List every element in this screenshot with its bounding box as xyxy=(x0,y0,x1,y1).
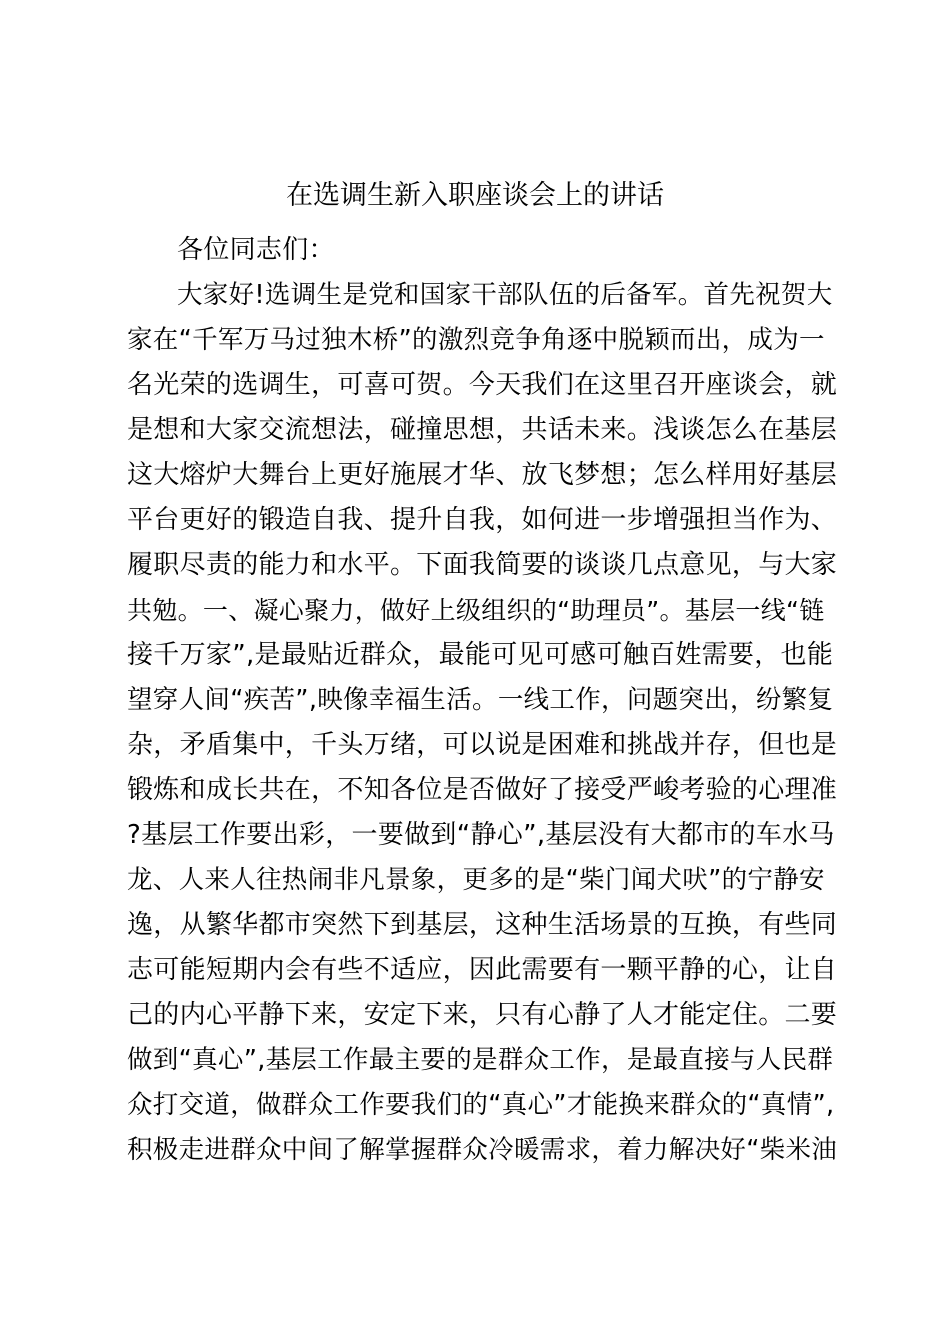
salutation-line: 各位同志们： xyxy=(177,235,335,265)
body-line: ?基层工作要出彩，一要做到“静心”,基层没有大都市的车水马 xyxy=(127,820,835,850)
body-line: 锻炼和成长共在，不知各位是否做好了接受严峻考验的心理准 xyxy=(127,775,838,805)
body-line: 大家好!选调生是党和国家干部队伍的后备军。首先祝贺大 xyxy=(177,280,833,310)
document-body xyxy=(127,228,837,1173)
body-line: 杂，矛盾集中，千头万绪，可以说是困难和挑战并存，但也是 xyxy=(127,730,838,760)
body-line: 共勉。一、凝心聚力，做好上级组织的“助理员”。基层一线“链 xyxy=(127,596,825,625)
document-title: 在选调生新入职座谈会上的讲话 xyxy=(286,180,664,211)
body-line: 做到“真心”,基层工作最主要的是群众工作，是最直接与人民群 xyxy=(127,1045,834,1075)
body-line: 己的内心平静下来，安定下来，只有心静了人才能定住。二要 xyxy=(127,1000,838,1030)
body-line: 名光荣的选调生，可喜可贺。今天我们在这里召开座谈会，就 xyxy=(127,370,838,400)
body-line: 龙、人来人往热闹非凡景象，更多的是“柴门闻犬吠”的宁静安 xyxy=(127,865,825,895)
body-line: 家在“千军万马过独木桥”的激烈竞争角逐中脱颖而出，成为一 xyxy=(127,325,825,355)
body-line: 众打交道，做群众工作要我们的“真心”才能换来群众的“真情”, xyxy=(127,1090,835,1120)
body-line: 积极走进群众中间了解掌握群众冷暖需求，着力解决好“柴米油 xyxy=(127,1135,838,1165)
body-line: 是想和大家交流想法，碰撞思想，共话未来。浅谈怎么在基层 xyxy=(127,415,838,445)
body-line: 接千万家”,是最贴近群众，最能可见可感可触百姓需要，也能 xyxy=(127,640,834,670)
body-line: 平台更好的锻造自我、提升自我，如何进一步增强担当作为、 xyxy=(127,505,838,535)
body-line: 逸，从繁华都市突然下到基层，这种生活场景的互换，有些同 xyxy=(127,910,838,940)
body-line: 志可能短期内会有些不适应，因此需要有一颗平静的心，让自 xyxy=(127,955,838,985)
body-line: 望穿人间“疾苦”,映像幸福生活。一线工作，问题突出，纷繁复 xyxy=(127,685,834,715)
body-line: 这大熔炉大舞台上更好施展才华、放飞梦想；怎么样用好基层 xyxy=(127,460,838,490)
body-line: 履职尽责的能力和水平。下面我简要的谈谈几点意见，与大家 xyxy=(127,550,838,580)
